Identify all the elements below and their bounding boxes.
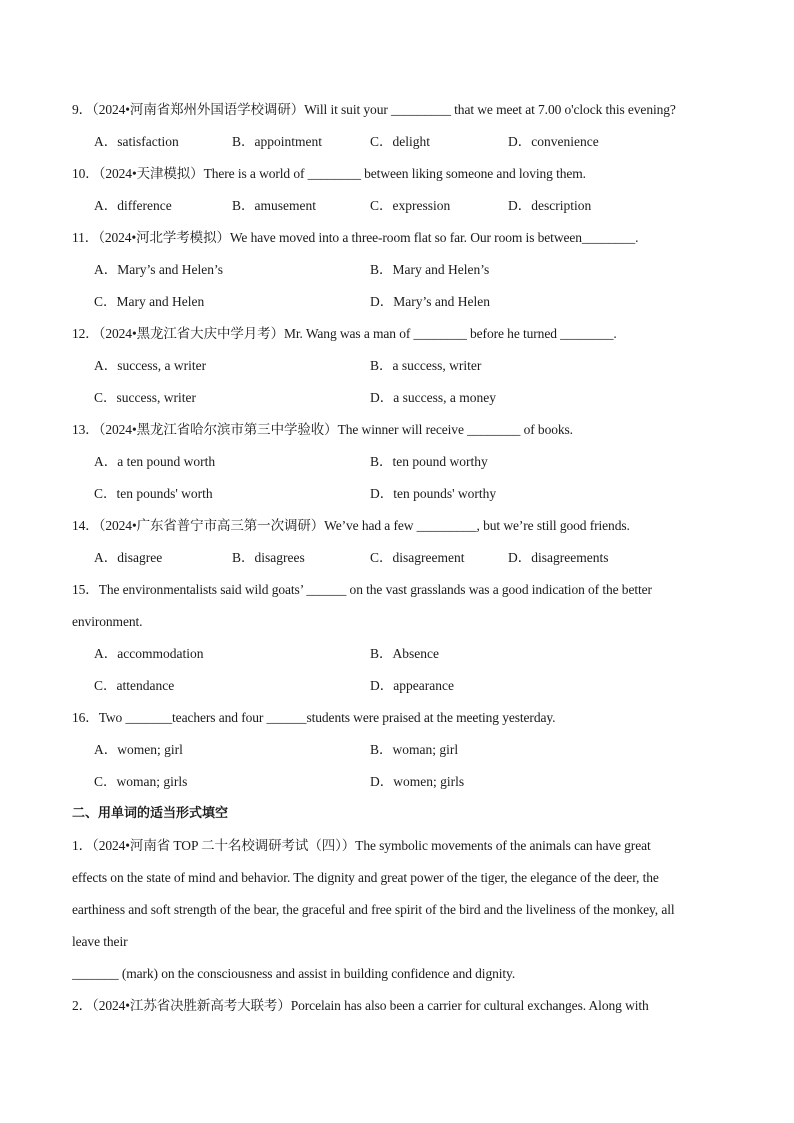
option-a[interactable]: A．Mary’s and Helen’s: [94, 262, 223, 277]
question-11: 11．（2024•河北学考模拟）We have moved into a three-room flat so far. Our room is between________.: [72, 230, 639, 245]
option-b[interactable]: B．Absence: [370, 646, 439, 661]
question-9-options: [72, 130, 732, 162]
option-a[interactable]: A．accommodation: [94, 646, 204, 661]
question-16-options-row1: [72, 738, 732, 770]
option-a[interactable]: A．difference: [94, 198, 172, 213]
option-c[interactable]: C．attendance: [94, 678, 175, 693]
option-c[interactable]: C．expression: [370, 198, 451, 213]
option-b[interactable]: B．Mary and Helen’s: [370, 262, 490, 277]
question-11-options-row1: [72, 258, 732, 290]
question-9: 9．（2024•河南省郑州外国语学校调研）Will it suit your _________ that we meet at 7.00 o'clock this evening?: [72, 102, 676, 117]
passage-1-line-3: earthiness and soft strength of the bear, the graceful and free spirit of the bird and the liveliness of the monkey, all: [72, 902, 675, 917]
question-13-options-row2: [72, 482, 732, 514]
question-15-options-row2: [72, 674, 732, 706]
question-16: 16．Two _______teachers and four ______students were praised at the meeting yesterday.: [72, 710, 556, 725]
option-d[interactable]: D．convenience: [508, 134, 599, 149]
question-16-options-row2: [72, 770, 732, 802]
option-a[interactable]: A．a ten pound worth: [94, 454, 216, 469]
section-heading: 二、用单词的适当形式填空: [72, 806, 229, 821]
option-b[interactable]: B．appointment: [232, 134, 322, 149]
passage-1-line-4: leave their: [72, 934, 128, 949]
question-10-options: [72, 194, 732, 226]
option-c[interactable]: C．Mary and Helen: [94, 294, 205, 309]
question-15: 15．The environmentalists said wild goats’ ______ on the vast grasslands was a good indication of the better: [72, 582, 652, 597]
question-15-options-row1: [72, 642, 732, 674]
question-12: 12．（2024•黑龙江省大庆中学月考）Mr. Wang was a man of ________ before he turned ________.: [72, 326, 617, 341]
passage-1-line-2: effects on the state of mind and behavior. The dignity and great power of the tiger, the elegance of the deer, the: [72, 870, 659, 885]
question-13: 13．（2024•黑龙江省哈尔滨市第三中学验收）The winner will receive ________ of books.: [72, 422, 573, 437]
option-c[interactable]: C．success, writer: [94, 390, 196, 405]
question-14: 14．（2024•广东省普宁市高三第一次调研）We’ve had a few _________, but we’re still good friends.: [72, 518, 630, 533]
question-12-options-row1: [72, 354, 732, 386]
option-b[interactable]: B．a success, writer: [370, 358, 482, 373]
question-11-options-row2: [72, 290, 732, 322]
option-c[interactable]: C．delight: [370, 134, 430, 149]
option-a[interactable]: A．satisfaction: [94, 134, 179, 149]
option-b[interactable]: B．amusement: [232, 198, 316, 213]
question-10: 10．（2024•天津模拟）There is a world of ________ between liking someone and loving them.: [72, 166, 586, 181]
option-d[interactable]: D．appearance: [370, 678, 454, 693]
passage-2-line-1: 2．（2024•江苏省决胜新高考大联考）Porcelain has also been a carrier for cultural exchanges. Along with: [72, 998, 649, 1013]
option-d[interactable]: D．description: [508, 198, 592, 213]
option-d[interactable]: D．disagreements: [508, 550, 609, 565]
option-d[interactable]: D．Mary’s and Helen: [370, 294, 490, 309]
question-12-options-row2: [72, 386, 732, 418]
passage-1-line-1: 1．（2024•河南省 TOP 二十名校调研考试（四））The symbolic movements of the animals can have great: [72, 838, 651, 853]
option-c[interactable]: C．disagreement: [370, 550, 465, 565]
question-14-options: [72, 546, 732, 578]
option-a[interactable]: A．women; girl: [94, 742, 183, 757]
document-page: [72, 98, 732, 1026]
question-13-options-row1: [72, 450, 732, 482]
question-15-continued: environment.: [72, 614, 143, 629]
option-d[interactable]: D．ten pounds' worthy: [370, 486, 497, 501]
option-a[interactable]: A．success, a writer: [94, 358, 207, 373]
option-c[interactable]: C．ten pounds' worth: [94, 486, 213, 501]
option-b[interactable]: B．disagrees: [232, 550, 305, 565]
option-a[interactable]: A．disagree: [94, 550, 163, 565]
passage-1-line-5: _______ (mark) on the consciousness and assist in building confidence and dignity.: [72, 966, 516, 981]
option-d[interactable]: D．women; girls: [370, 774, 465, 789]
option-d[interactable]: D．a success, a money: [370, 390, 496, 405]
option-c[interactable]: C．woman; girls: [94, 774, 188, 789]
option-b[interactable]: B．ten pound worthy: [370, 454, 488, 469]
option-b[interactable]: B．woman; girl: [370, 742, 459, 757]
